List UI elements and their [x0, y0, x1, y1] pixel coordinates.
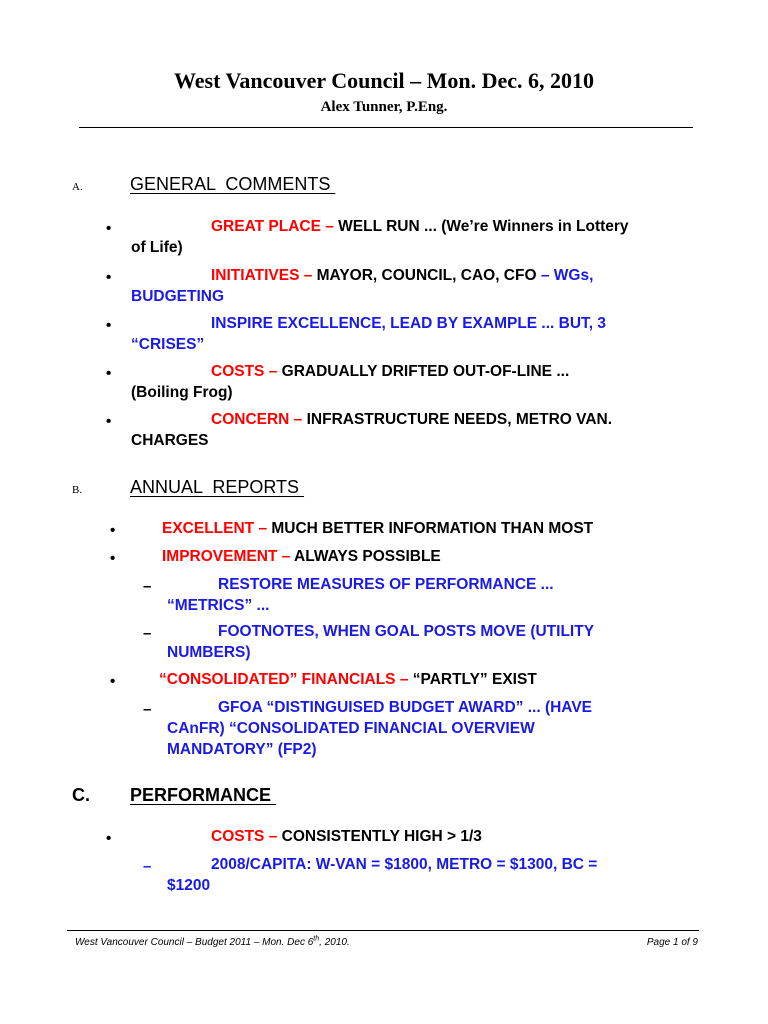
footer-ordinal: th	[313, 935, 320, 943]
item-label: GREAT PLACE –	[211, 218, 334, 235]
item-note: – WGs,	[540, 267, 594, 284]
page-number: Page 1 of 9	[646, 937, 698, 948]
item-continuation: BUDGETING	[131, 288, 224, 305]
dash-icon: –	[143, 858, 152, 875]
bullet-icon: •	[110, 673, 116, 690]
sub-item: GFOA “DISTINGUISED BUDGET AWARD” ... (HAVE	[218, 699, 593, 716]
dash-icon: –	[143, 578, 152, 595]
footer-left	[75, 937, 350, 948]
list-item	[211, 827, 482, 847]
document-author: Alex Tunner, P.Eng.	[320, 99, 448, 115]
list-item	[211, 266, 593, 286]
item-label: EXCELLENT –	[162, 520, 268, 537]
bullet-icon: •	[106, 830, 112, 847]
section-a-letter: A.	[72, 181, 83, 193]
footer-left-suffix: , 2010.	[319, 937, 350, 948]
footer-left-text: West Vancouver Council – Budget 2011 – Mon. Dec 6	[75, 937, 314, 948]
bullet-icon: •	[106, 220, 112, 237]
document-title: West Vancouver Council – Mon. Dec. 6, 2010	[173, 68, 595, 93]
item-text: GRADUALLY DRIFTED OUT-OF-LINE ...	[277, 363, 570, 380]
sub-item: RESTORE MEASURES OF PERFORMANCE ...	[218, 576, 554, 593]
list-item	[211, 217, 629, 237]
list-item	[211, 362, 569, 382]
item-continuation: NUMBERS)	[167, 644, 251, 661]
item-label: IMPROVEMENT –	[162, 548, 291, 565]
item-text: MUCH BETTER INFORMATION THAN MOST	[267, 520, 594, 537]
section-b-letter: B.	[72, 484, 83, 496]
item-continuation: (Boiling Frog)	[131, 384, 233, 401]
sub-item: 2008/CAPITA: W-VAN = $1800, METRO = $1300, BC =	[211, 856, 598, 873]
item-continuation: “CRISES”	[131, 336, 205, 353]
item-continuation: “METRICS” ...	[167, 597, 270, 614]
item-text: INFRASTRUCTURE NEEDS, METRO VAN.	[302, 411, 613, 428]
dash-icon: –	[143, 701, 152, 718]
item-continuation: CAnFR) “CONSOLIDATED FINANCIAL OVERVIEW	[167, 720, 535, 737]
item-label: COSTS –	[211, 828, 278, 845]
sub-item: FOOTNOTES, WHEN GOAL POSTS MOVE (UTILITY	[218, 623, 595, 640]
footer-divider	[67, 930, 699, 931]
item-text: “PARTLY” EXIST	[408, 671, 537, 688]
item-continuation: MANDATORY” (FP2)	[167, 741, 317, 758]
dash-icon: –	[143, 625, 152, 642]
list-item	[211, 410, 612, 430]
item-text: MAYOR, COUNCIL, CAO, CFO	[312, 267, 541, 284]
list-item	[162, 519, 593, 539]
bullet-icon: •	[106, 269, 112, 286]
section-a-heading: GENERAL COMMENTS	[130, 174, 336, 194]
item-continuation: of Life)	[131, 239, 183, 256]
header-divider	[79, 127, 693, 128]
bullet-icon: •	[106, 413, 112, 430]
item-text: CONSISTENTLY HIGH > 1/3	[277, 828, 482, 845]
bullet-icon: •	[106, 317, 112, 334]
list-item: INSPIRE EXCELLENCE, LEAD BY EXAMPLE ... BUT, 3	[211, 315, 607, 332]
item-text: ALWAYS POSSIBLE	[290, 548, 441, 565]
item-label: COSTS –	[211, 363, 278, 380]
item-text: WELL RUN ... (We’re Winners in Lottery	[333, 218, 629, 235]
bullet-icon: •	[106, 365, 112, 382]
item-continuation: $1200	[167, 877, 211, 894]
list-item	[159, 670, 537, 690]
list-item	[162, 547, 441, 567]
bullet-icon: •	[110, 522, 116, 539]
item-label: CONCERN –	[211, 411, 303, 428]
item-label: INITIATIVES –	[211, 267, 313, 284]
section-c-letter: C.	[72, 785, 90, 805]
bullet-icon: •	[110, 550, 116, 567]
section-b-heading: ANNUAL REPORTS	[130, 477, 305, 497]
item-continuation: CHARGES	[131, 432, 209, 449]
item-label: “CONSOLIDATED” FINANCIALS –	[159, 671, 409, 688]
section-c-heading: PERFORMANCE	[130, 785, 277, 805]
